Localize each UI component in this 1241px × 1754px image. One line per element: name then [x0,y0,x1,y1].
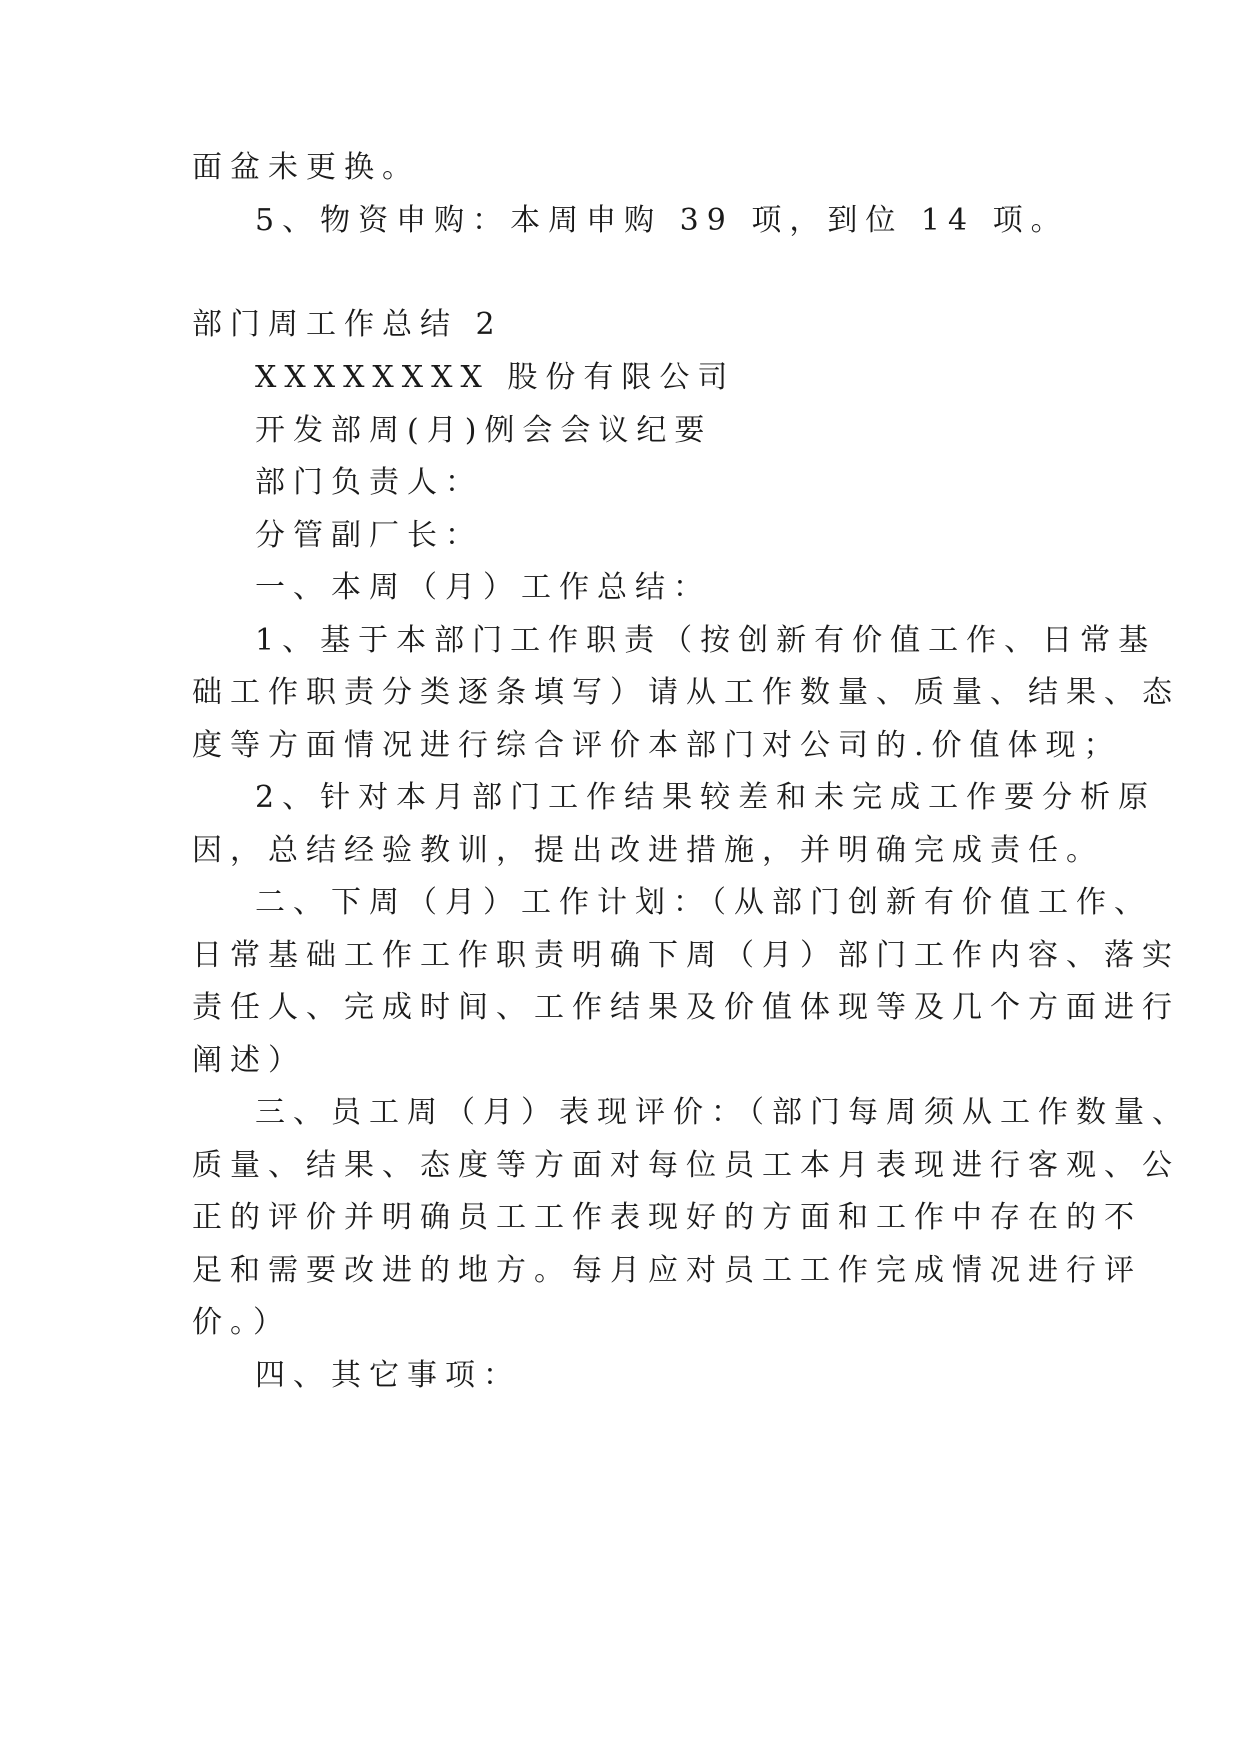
deputy-manager-label: 分管副厂长： [255,518,483,553]
part1-item1-line: 度等方面情况进行综合评价本部门对公司的.价值体现； [192,728,1122,763]
part2-line: 责任人、完成时间、工作结果及价值体现等及几个方面进行 [192,990,1180,1025]
part1-item2-line: 2、针对本月部门工作结果较差和未完成工作要分析原 [255,780,1157,815]
part1-item1-line: 1、基于本部门工作职责（按创新有价值工作、日常基 [255,623,1157,658]
part3-line: 三、员工周（月）表现评价：（部门每周须从工作数量、 [255,1095,1190,1130]
meeting-title: 开发部周(月)例会会议纪要 [255,413,713,448]
part3-line: 价。） [192,1305,291,1340]
part1-heading: 一、本周（月）工作总结： [255,570,711,605]
part3-line: 足和需要改进的地方。每月应对员工工作完成情况进行评 [192,1253,1142,1288]
company-name: XXXXXXXX 股份有限公司 [255,360,736,395]
section-title: 部门周工作总结 2 [192,307,503,342]
procurement-line: 5、物资申购：本周申购 39 项，到位 14 项。 [255,203,1069,238]
part1-item2-line: 因，总结经验教训，提出改进措施，并明确完成责任。 [192,833,1104,868]
dept-head-label: 部门负责人： [255,465,483,500]
part3-line: 质量、结果、态度等方面对每位员工本月表现进行客观、公 [192,1148,1180,1183]
part4-heading: 四、其它事项： [255,1358,521,1393]
part1-item1-line: 础工作职责分类逐条填写）请从工作数量、质量、结果、态 [192,675,1180,710]
continued-text: 面盆未更换。 [192,150,420,185]
part2-line: 日常基础工作工作职责明确下周（月）部门工作内容、落实 [192,938,1180,973]
part3-line: 正的评价并明确员工工作表现好的方面和工作中存在的不 [192,1200,1142,1235]
part2-line: 阐述） [192,1043,306,1078]
part2-line: 二、下周（月）工作计划：（从部门创新有价值工作、 [255,885,1152,920]
